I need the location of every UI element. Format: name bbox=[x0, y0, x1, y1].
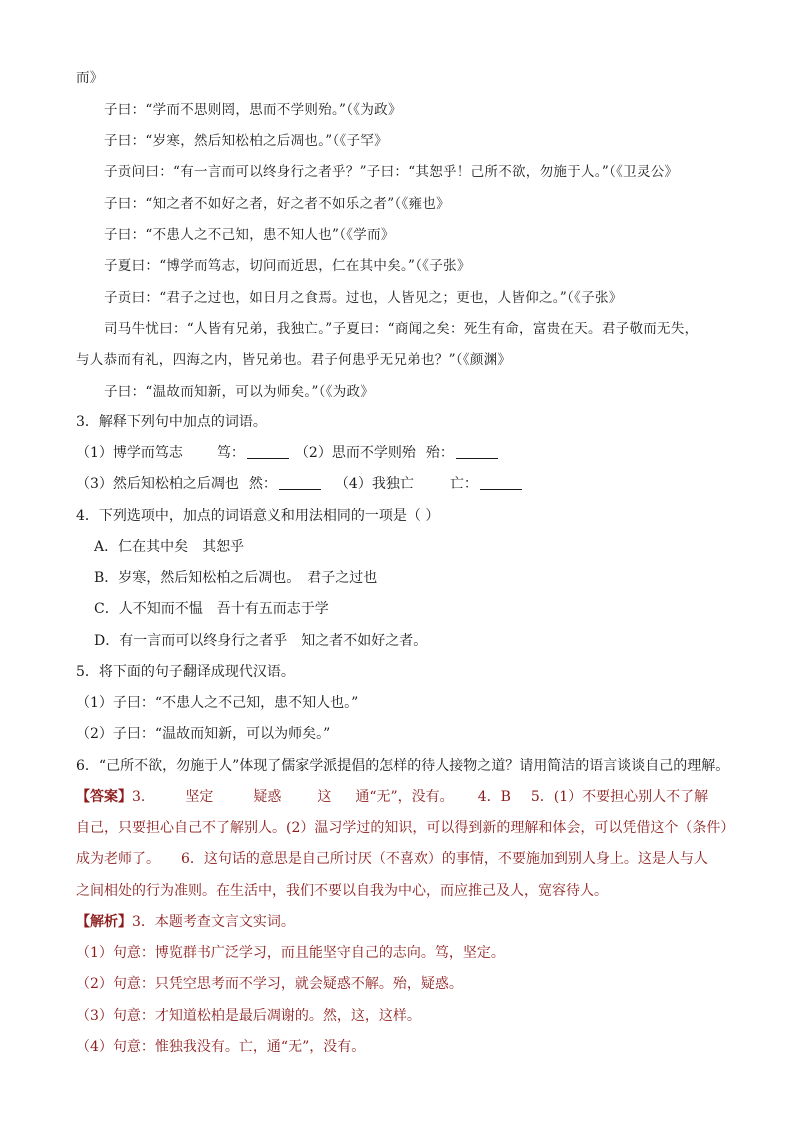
answer-tag: 【答案】 bbox=[76, 789, 132, 805]
item-label: 亡： bbox=[449, 476, 478, 492]
analysis-line-3: （3）句意：才知道松柏是最后凋谢的。然，这，这样。 bbox=[76, 1008, 421, 1024]
answer-blank[interactable] bbox=[456, 444, 498, 459]
answer-blank[interactable] bbox=[247, 444, 289, 459]
item-label: 然： bbox=[248, 476, 277, 492]
answer-part: 4．B bbox=[477, 789, 511, 805]
answer-line-1 bbox=[76, 786, 708, 806]
answer-part: 这 bbox=[317, 789, 332, 805]
analysis-line-0 bbox=[76, 911, 295, 931]
quote-line: 子贡曰：“君子之过也，如日月之食焉。过也，人皆见之；更也，人皆仰之。”（《子张》 bbox=[104, 290, 623, 306]
quote-line: 与人恭而有礼，四海之内，皆兄弟也。君子何患乎无兄弟也？”（《颜渊》 bbox=[76, 352, 512, 368]
quote-line: 子曰：“温故而知新，可以为师矣。”（《为政》 bbox=[104, 384, 375, 400]
option-c: C．人不知而不愠 吾十有五而志于学 bbox=[94, 601, 329, 617]
item-label: 殆： bbox=[425, 445, 454, 461]
quote-line: 子夏曰：“博学而笃志，切问而近思，仁在其中矣。”（《子张》 bbox=[104, 258, 471, 274]
quote-continuation: 而》 bbox=[76, 70, 104, 86]
question-3-row-1 bbox=[76, 442, 498, 462]
answer-part: 3. bbox=[132, 789, 146, 805]
item-label: （4）我独亡 bbox=[334, 476, 414, 492]
question-5-title: 5．将下面的句子翻译成现代汉语。 bbox=[76, 664, 295, 680]
answer-line-2: 自己，只要担心自己不了解别人。(2）温习学过的知识，可以得到新的理解和体会，可以凭借这个（条件） bbox=[76, 820, 735, 836]
item-label: 笃： bbox=[216, 445, 245, 461]
answer-part: 疑惑 bbox=[253, 789, 282, 805]
sentence-2: （2）子曰：“温故而知新，可以为师矣。” bbox=[76, 726, 331, 742]
question-6-title: 6．“己所不欲，勿施于人”体现了儒家学派提倡的怎样的待人接物之道？请用简洁的语言谈谈自己的理解。 bbox=[76, 758, 730, 774]
answer-part: 坚定 bbox=[185, 789, 214, 805]
answer-part: 5．(1）不要担心别人不了解 bbox=[530, 789, 709, 805]
quote-line: 子曰：“知之者不如好之者，好之者不如乐之者”（《雍也》 bbox=[104, 196, 450, 212]
quote-line: 子贡问曰：“有一言而可以终身行之者乎？”子曰：“其恕乎！己所不欲，勿施于人。”（《卫灵公》 bbox=[104, 164, 679, 180]
answer-blank[interactable] bbox=[480, 475, 522, 490]
item-label: （2）思而不学则殆 bbox=[294, 445, 416, 461]
question-4-title: 4．下列选项中，加点的词语意义和用法相同的一项是（ ） bbox=[76, 508, 440, 524]
quote-line: 司马牛忧曰：“人皆有兄弟，我独亡。”子夏曰：“商闻之矣：死生有命，富贵在天。君子敬而无失， bbox=[104, 321, 699, 337]
analysis-line-1: （1）句意：博览群书广泛学习，而且能坚守自己的志向。笃，坚定。 bbox=[76, 945, 505, 961]
analysis-part: 3．本题考查文言文实词。 bbox=[132, 914, 295, 930]
question-3-row-2 bbox=[76, 473, 522, 493]
answer-part: 通“无”，没有。 bbox=[355, 789, 454, 805]
question-3-title: 3．解释下列句中加点的词语。 bbox=[76, 414, 267, 430]
item-label: （1）博学而笃志 bbox=[76, 445, 183, 461]
answer-blank[interactable] bbox=[279, 475, 321, 490]
analysis-line-4: （4）句意：惟独我没有。亡，通“无”，没有。 bbox=[76, 1039, 366, 1055]
analysis-line-2: （2）句意：只凭空思考而不学习，就会疑惑不解。殆，疑惑。 bbox=[76, 976, 463, 992]
option-d: D．有一言而可以终身行之者乎 知之者不如好之者。 bbox=[94, 633, 428, 649]
answer-line-4: 之间相处的行为准则。在生活中，我们不要以自我为中心，而应推己及人，宽容待人。 bbox=[76, 883, 608, 899]
quote-line: 子曰：“学而不思则罔，思而不学则殆。”（《为政》 bbox=[104, 102, 402, 118]
answer-line-3: 成为老师了。 6．这句话的意思是自己所讨厌（不喜欢）的事情，不要施加到别人身上。这是人与人 bbox=[76, 851, 708, 867]
quote-line: 子曰：“岁寒，然后知松柏之后凋也。”（《子罕》 bbox=[104, 133, 388, 149]
option-a: A．仁在其中矣 其恕乎 bbox=[94, 539, 245, 555]
analysis-tag: 【解析】 bbox=[76, 914, 132, 930]
item-label: （3）然后知松柏之后凋也 bbox=[76, 476, 239, 492]
quote-line: 子曰：“不患人之不己知，患不知人也”（《学而》 bbox=[104, 227, 395, 243]
sentence-1: （1）子曰：“不患人之不己知，患不知人也。” bbox=[76, 695, 359, 711]
option-b: B．岁寒，然后知松柏之后凋也。 君子之过也 bbox=[94, 570, 378, 586]
